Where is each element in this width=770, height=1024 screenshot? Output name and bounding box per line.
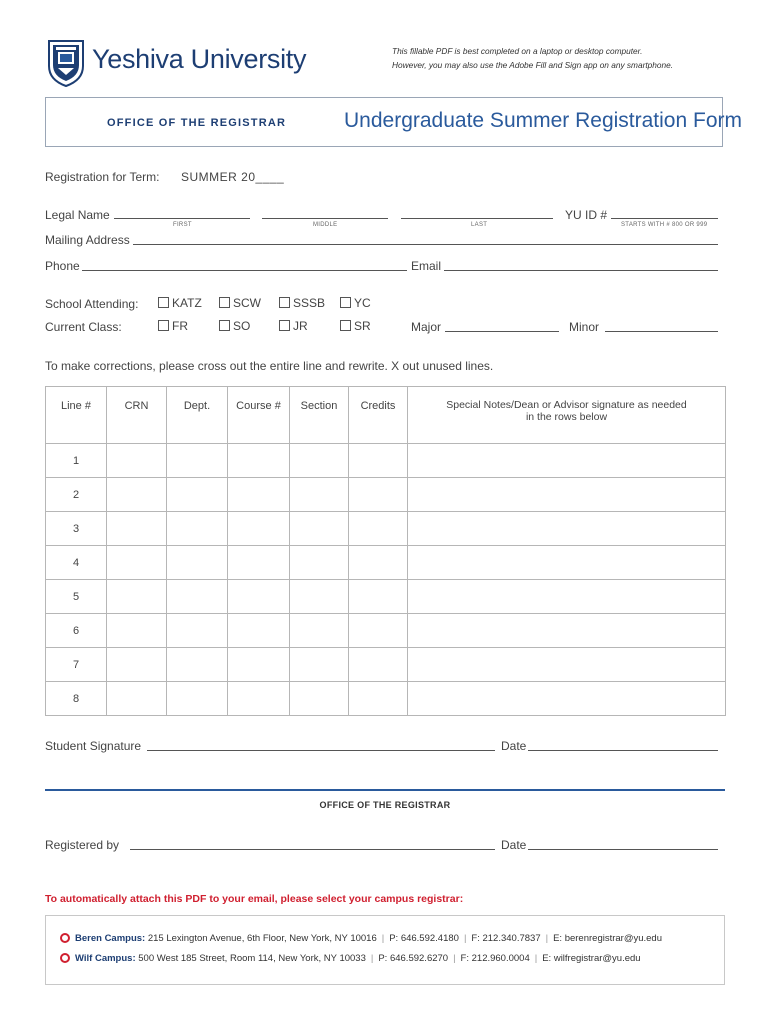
col-course-number: Course # <box>228 387 290 444</box>
crn-cell[interactable] <box>107 580 167 614</box>
line-number: 5 <box>46 580 107 614</box>
school-option-scw[interactable]: SCW <box>219 296 261 310</box>
email-field[interactable] <box>444 258 718 271</box>
campus-option-beren[interactable]: Beren Campus: 215 Lexington Avenue, 6th Floor, New York, NY 10016 | P: 646.592.4180 | F: 212.340.7837 | E: berenregistrar@yu.edu <box>60 933 662 944</box>
yu-id-label: YU ID # <box>565 208 608 222</box>
checkbox[interactable] <box>340 297 351 308</box>
class-option-sr[interactable]: SR <box>340 319 371 333</box>
course-cell[interactable] <box>228 614 290 648</box>
checkbox[interactable] <box>158 297 169 308</box>
table-row <box>46 478 726 512</box>
student-date-field[interactable] <box>528 738 718 751</box>
campus-option-wilf[interactable]: Wilf Campus: 500 West 185 Street, Room 114, New York, NY 10033 | P: 646.592.6270 | F: 212.960.0004 | E: wilfregistrar@yu.edu <box>60 953 641 964</box>
student-signature-field[interactable] <box>147 738 495 751</box>
credits-cell[interactable] <box>349 512 408 546</box>
crn-cell[interactable] <box>107 648 167 682</box>
line-number: 3 <box>46 512 107 546</box>
fillable-pdf-note <box>392 44 742 72</box>
credits-cell[interactable] <box>349 648 408 682</box>
phone-label: Phone <box>45 259 80 273</box>
col-special-notes: Special Notes/Dean or Advisor signature as needed in the rows below <box>408 387 726 444</box>
class-option-so[interactable]: SO <box>219 319 250 333</box>
first-name-field[interactable] <box>114 206 250 219</box>
credits-cell[interactable] <box>349 546 408 580</box>
office-section-title: OFFICE OF THE REGISTRAR <box>319 800 451 810</box>
minor-label: Minor <box>569 320 600 334</box>
student-signature-label: Student Signature <box>45 739 142 753</box>
section-cell[interactable] <box>290 478 349 512</box>
current-class-label: Current Class: <box>45 320 122 334</box>
line-number: 6 <box>46 614 107 648</box>
line-number: 1 <box>46 444 107 478</box>
credits-cell[interactable] <box>349 478 408 512</box>
notes-cell[interactable] <box>408 580 726 614</box>
course-cell[interactable] <box>228 648 290 682</box>
middle-name-field[interactable] <box>262 206 388 219</box>
checkbox[interactable] <box>279 297 290 308</box>
course-cell[interactable] <box>228 512 290 546</box>
section-cell[interactable] <box>290 580 349 614</box>
major-field[interactable] <box>445 319 559 332</box>
section-divider <box>45 789 725 791</box>
course-cell[interactable] <box>228 478 290 512</box>
office-date-label: Date <box>501 838 527 852</box>
last-name-field[interactable] <box>401 206 553 219</box>
registered-by-label: Registered by <box>45 838 120 852</box>
dept-cell[interactable] <box>167 614 228 648</box>
school-option-katz[interactable]: KATZ <box>158 296 202 310</box>
office-label: OFFICE OF THE REGISTRAR <box>107 117 287 129</box>
major-label: Major <box>411 320 442 334</box>
dept-cell[interactable] <box>167 648 228 682</box>
note-line-2: However, you may also use the Adobe Fill and Sign app on any smartphone. <box>392 60 674 70</box>
crn-cell[interactable] <box>107 444 167 478</box>
yu-id-hint: STARTS WITH # 800 OR 999 <box>621 222 708 228</box>
credits-cell[interactable] <box>349 682 408 716</box>
notes-cell[interactable] <box>408 478 726 512</box>
checkbox[interactable] <box>219 297 230 308</box>
dept-cell[interactable] <box>167 478 228 512</box>
checkbox[interactable] <box>219 320 230 331</box>
credits-cell[interactable] <box>349 444 408 478</box>
table-row <box>46 614 726 648</box>
notes-cell[interactable] <box>408 444 726 478</box>
checkbox[interactable] <box>340 320 351 331</box>
table-row <box>46 512 726 546</box>
yu-id-field[interactable] <box>611 206 718 219</box>
table-row <box>46 648 726 682</box>
mailing-address-label: Mailing Address <box>45 233 130 247</box>
table-row <box>46 444 726 478</box>
radio-button[interactable] <box>60 953 70 963</box>
course-cell[interactable] <box>228 580 290 614</box>
line-number: 7 <box>46 648 107 682</box>
attach-pdf-note: To automatically attach this PDF to your email, please select your campus registrar: <box>45 893 464 905</box>
line-number: 4 <box>46 546 107 580</box>
class-option-fr[interactable]: FR <box>158 319 188 333</box>
credits-cell[interactable] <box>349 580 408 614</box>
crn-cell[interactable] <box>107 478 167 512</box>
credits-cell[interactable] <box>349 614 408 648</box>
middle-caption: MIDDLE <box>313 222 338 228</box>
col-section: Section <box>290 387 349 444</box>
legal-name-label: Legal Name <box>45 208 110 222</box>
term-label: Registration for Term: <box>45 170 160 184</box>
notes-cell[interactable] <box>408 546 726 580</box>
notes-cell[interactable] <box>408 512 726 546</box>
university-name: Yeshiva University <box>92 44 307 74</box>
crn-cell[interactable] <box>107 512 167 546</box>
course-cell[interactable] <box>228 682 290 716</box>
dept-cell[interactable] <box>167 682 228 716</box>
minor-field[interactable] <box>605 319 718 332</box>
term-field[interactable]: SUMMER 20____ <box>181 170 285 184</box>
crn-cell[interactable] <box>107 682 167 716</box>
dept-cell[interactable] <box>167 580 228 614</box>
class-option-jr[interactable]: JR <box>279 319 308 333</box>
email-label: Email <box>411 259 442 273</box>
table-row <box>46 682 726 716</box>
line-number: 2 <box>46 478 107 512</box>
col-dept: Dept. <box>167 387 228 444</box>
first-caption: FIRST <box>173 222 192 228</box>
section-cell[interactable] <box>290 614 349 648</box>
table-row <box>46 580 726 614</box>
university-seal-logo <box>46 38 86 88</box>
crn-cell[interactable] <box>107 614 167 648</box>
course-table <box>45 386 726 716</box>
notes-cell[interactable] <box>408 682 726 716</box>
col-line-number: Line # <box>46 387 107 444</box>
checkbox[interactable] <box>279 320 290 331</box>
col-crn: CRN <box>107 387 167 444</box>
corrections-note: To make corrections, please cross out the entire line and rewrite. X out unused lines. <box>45 359 494 373</box>
col-credits: Credits <box>349 387 408 444</box>
section-cell[interactable] <box>290 682 349 716</box>
notes-cell[interactable] <box>408 648 726 682</box>
dept-cell[interactable] <box>167 444 228 478</box>
course-cell[interactable] <box>228 444 290 478</box>
section-cell[interactable] <box>290 546 349 580</box>
section-cell[interactable] <box>290 648 349 682</box>
course-cell[interactable] <box>228 546 290 580</box>
crn-cell[interactable] <box>107 546 167 580</box>
checkbox[interactable] <box>158 320 169 331</box>
registered-by-field[interactable] <box>130 837 495 850</box>
campus-registrar-box <box>45 915 725 985</box>
form-title: Undergraduate Summer Registration Form <box>344 109 742 132</box>
school-option-sssb[interactable]: SSSB <box>279 296 325 310</box>
dept-cell[interactable] <box>167 512 228 546</box>
radio-button[interactable] <box>60 933 70 943</box>
last-caption: LAST <box>471 222 488 228</box>
table-row <box>46 546 726 580</box>
school-attending-label: School Attending: <box>45 297 139 311</box>
line-number: 8 <box>46 682 107 716</box>
section-cell[interactable] <box>290 444 349 478</box>
school-option-yc[interactable]: YC <box>340 296 371 310</box>
student-date-label: Date <box>501 739 527 753</box>
mailing-address-field[interactable] <box>133 232 718 245</box>
office-date-field[interactable] <box>528 837 718 850</box>
section-cell[interactable] <box>290 512 349 546</box>
notes-cell[interactable] <box>408 614 726 648</box>
phone-field[interactable] <box>82 258 407 271</box>
note-line-1: This fillable PDF is best completed on a laptop or desktop computer. <box>392 46 643 56</box>
dept-cell[interactable] <box>167 546 228 580</box>
table-header-row <box>46 387 726 444</box>
